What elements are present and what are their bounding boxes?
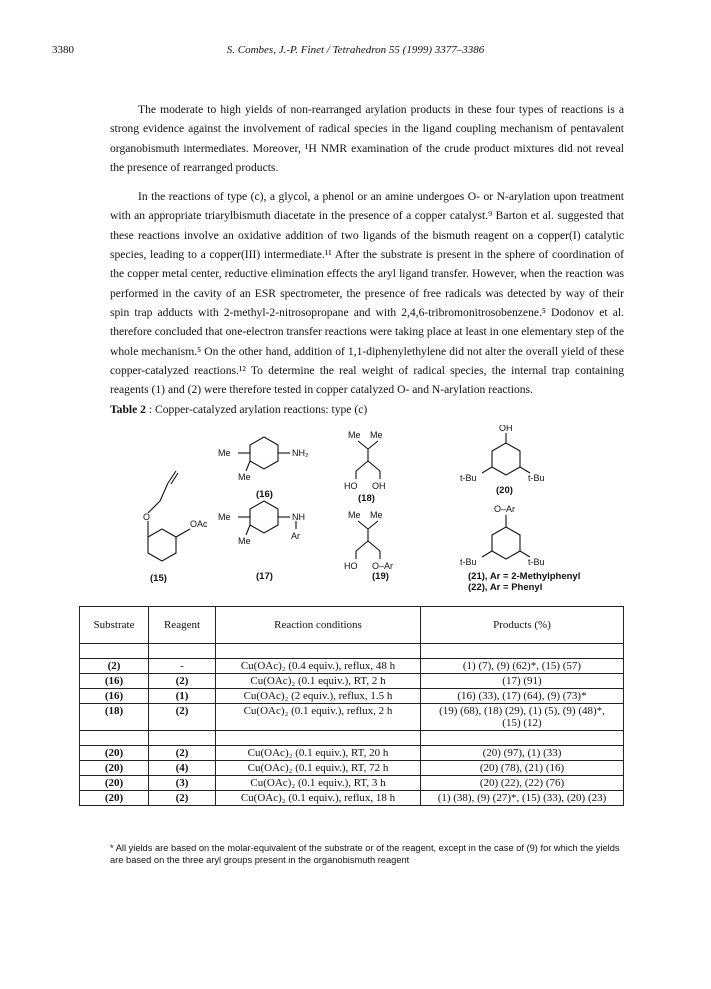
cell-products xyxy=(421,704,624,731)
benzene-ring-20 xyxy=(492,443,520,475)
cell-conditions: Cu(OAc)₂ (0.1 equiv.), reflux, 2 h xyxy=(216,704,421,731)
arylation-results-table xyxy=(79,606,624,806)
cell-products-line: (19) (68), (18) (29), (1) (5), (9) (48)*, xyxy=(439,705,605,717)
column-header-conditions: Reaction conditions xyxy=(216,607,421,644)
compound-label-17: (17) xyxy=(256,571,273,582)
compound-label-20: (20) xyxy=(496,485,513,496)
cell-products: (20) (78), (21) (16) xyxy=(421,761,624,776)
cell-reagent: (4) xyxy=(149,761,216,776)
aryloxy-group: O–Ar xyxy=(372,561,394,571)
methyl-group: Me xyxy=(218,512,231,522)
cell-substrate: (16) xyxy=(80,689,149,704)
oac-group: OAc xyxy=(190,519,208,529)
compound-label-15: (15) xyxy=(150,573,167,584)
table-spacer-row xyxy=(80,644,624,659)
cell-substrate: (20) xyxy=(80,791,149,806)
table-row xyxy=(80,689,624,704)
compound-label-21: (21), Ar = 2-Methylphenyl xyxy=(468,571,581,582)
cell-reagent: (1) xyxy=(149,689,216,704)
table-row xyxy=(80,791,624,806)
cell-products: (17) (91) xyxy=(421,674,624,689)
benzene-ring-15 xyxy=(148,529,176,561)
cell-conditions: Cu(OAc)₂ (0.1 equiv.), reflux, 18 h xyxy=(216,791,421,806)
cell-products: (1) (38), (9) (27)*, (15) (33), (20) (23) xyxy=(421,791,624,806)
benzene-ring-17 xyxy=(250,501,278,533)
compound-label-22: (22), Ar = Phenyl xyxy=(468,582,543,593)
cell-conditions: Cu(OAc)₂ (0.1 equiv.), RT, 3 h xyxy=(216,776,421,791)
cell-products: (20) (97), (1) (33) xyxy=(421,746,624,761)
compound-label-19: (19) xyxy=(372,571,389,582)
amine-group: NH₂ xyxy=(292,448,309,458)
table-footnote: * All yields are based on the molar-equivalent of the substrate or of the reagent, except in the case of (9) for which the yields are based on the three aryl groups present in the organobismuth reagent xyxy=(110,843,620,865)
methyl-group: Me xyxy=(238,472,251,482)
cell-products: (20) (22), (22) (76) xyxy=(421,776,624,791)
cell-products: (16) (33), (17) (64), (9) (73)* xyxy=(421,689,624,704)
hydroxy-group: OH xyxy=(372,481,386,491)
table-row xyxy=(80,776,624,791)
cell-reagent: - xyxy=(149,659,216,674)
journal-citation: S. Combes, J.-P. Finet / Tetrahedron 55 (1999) 3377–3386 xyxy=(226,44,485,56)
hydroxy-group: HO xyxy=(344,561,358,571)
methyl-group: Me xyxy=(348,510,361,520)
cell-reagent: (2) xyxy=(149,704,216,731)
cell-reagent: (3) xyxy=(149,776,216,791)
cell-conditions: Cu(OAc)₂ (2 equiv.), reflux, 1.5 h xyxy=(216,689,421,704)
cell-substrate: (18) xyxy=(80,704,149,731)
table-caption-text: : Copper-catalyzed arylation reactions: type (c) xyxy=(145,403,368,416)
paragraph: The moderate to high yields of non-rearranged arylation products in these four types of reactions is a strong evidence against the involvement of radical species in the ligand coupling mechanism of pentavalent organobismuth intermediates. Moreover, ¹H NMR examination of the crude product mixtures did not reveal the presence of rearranged products. xyxy=(110,103,624,174)
table-row xyxy=(80,659,624,674)
cell-products-line: (15) (12) xyxy=(502,717,542,729)
aryl-group: Ar xyxy=(291,531,300,541)
table-header-row xyxy=(80,607,624,644)
hydroxy-group: HO xyxy=(344,481,358,491)
chemical-structures-scheme xyxy=(110,425,624,595)
table-row xyxy=(80,704,624,731)
cell-conditions: Cu(OAc)₂ (0.1 equiv.), RT, 20 h xyxy=(216,746,421,761)
cell-substrate: (2) xyxy=(80,659,149,674)
column-header-substrate: Substrate xyxy=(80,607,149,644)
methyl-group: Me xyxy=(370,510,383,520)
tbutyl-group: t-Bu xyxy=(460,473,477,483)
aryloxy-group: O–Ar xyxy=(494,504,516,514)
tbutyl-group: t-Bu xyxy=(460,557,477,567)
nh-group: NH xyxy=(292,512,305,522)
column-header-products: Products (%) xyxy=(421,607,624,644)
cell-conditions: Cu(OAc)₂ (0.1 equiv.), RT, 72 h xyxy=(216,761,421,776)
benzene-ring-16 xyxy=(250,437,278,469)
body-text xyxy=(110,100,624,409)
paragraph: In the reactions of type (c), a glycol, a phenol or an amine undergoes O- or N-arylation upon treatment with an appropriate triarylbismuth diacetate in the presence of a copper catalyst.⁹ Barton et al. suggested that these reactions involve an oxidative addition of two ligands of the bismuth reagent on a copper(I) catalytic species, leading to a copper(III) intermediate.¹¹ After the substrate is present in the sphere of coordination of the copper metal center, reductive elimination effects the aryl ligand transfer. However, when the reaction was performed in the cavity of an ESR spectrometer, the presence of free radicals was detected by way of their spin trap adducts with 2-methyl-2-nitrosopropane and with 2,4,6-tribromonitrosobenzene.⁵ Dodonov et al. therefore concluded that one-electron transfer reactions were taking place at least in one elementary step of the whole mechanism.⁵ On the other hand, addition of 1,1-diphenylethylene did not alter the overall yield of these copper-catalyzed reactions.¹² To determine the real weight of radical species, the internal trap containing reagents (1) and (2) were therefore tested in copper catalyzed O- and N-arylation reactions. xyxy=(110,190,624,397)
cell-reagent: (2) xyxy=(149,674,216,689)
benzene-ring-21 xyxy=(492,527,520,559)
table-caption xyxy=(110,403,367,416)
page-number: 3380 xyxy=(52,44,74,56)
cell-substrate: (20) xyxy=(80,776,149,791)
table-row xyxy=(80,674,624,689)
table-spacer-row xyxy=(80,731,624,746)
hydroxy-group: OH xyxy=(499,425,513,433)
cell-substrate: (20) xyxy=(80,761,149,776)
cell-conditions: Cu(OAc)₂ (0.1 equiv.), RT, 2 h xyxy=(216,674,421,689)
tbutyl-group: t-Bu xyxy=(528,557,545,567)
compound-label-18: (18) xyxy=(358,493,375,504)
cell-substrate: (16) xyxy=(80,674,149,689)
running-head xyxy=(52,44,659,56)
column-header-reagent: Reagent xyxy=(149,607,216,644)
methyl-group: Me xyxy=(370,430,383,440)
table-row xyxy=(80,761,624,776)
table-row xyxy=(80,746,624,761)
table-caption-label: Table 2 xyxy=(110,403,146,416)
structures-drawing xyxy=(110,425,624,595)
compound-label-16: (16) xyxy=(256,489,273,500)
cell-substrate: (20) xyxy=(80,746,149,761)
methyl-group: Me xyxy=(238,536,251,546)
tbutyl-group: t-Bu xyxy=(528,473,545,483)
cell-reagent: (2) xyxy=(149,746,216,761)
methyl-group: Me xyxy=(348,430,361,440)
cell-reagent: (2) xyxy=(149,791,216,806)
cell-conditions: Cu(OAc)₂ (0.4 equiv.), reflux, 48 h xyxy=(216,659,421,674)
ether-oxygen: O xyxy=(143,512,151,522)
methyl-group: Me xyxy=(218,448,231,458)
cell-products: (1) (7), (9) (62)*, (15) (57) xyxy=(421,659,624,674)
